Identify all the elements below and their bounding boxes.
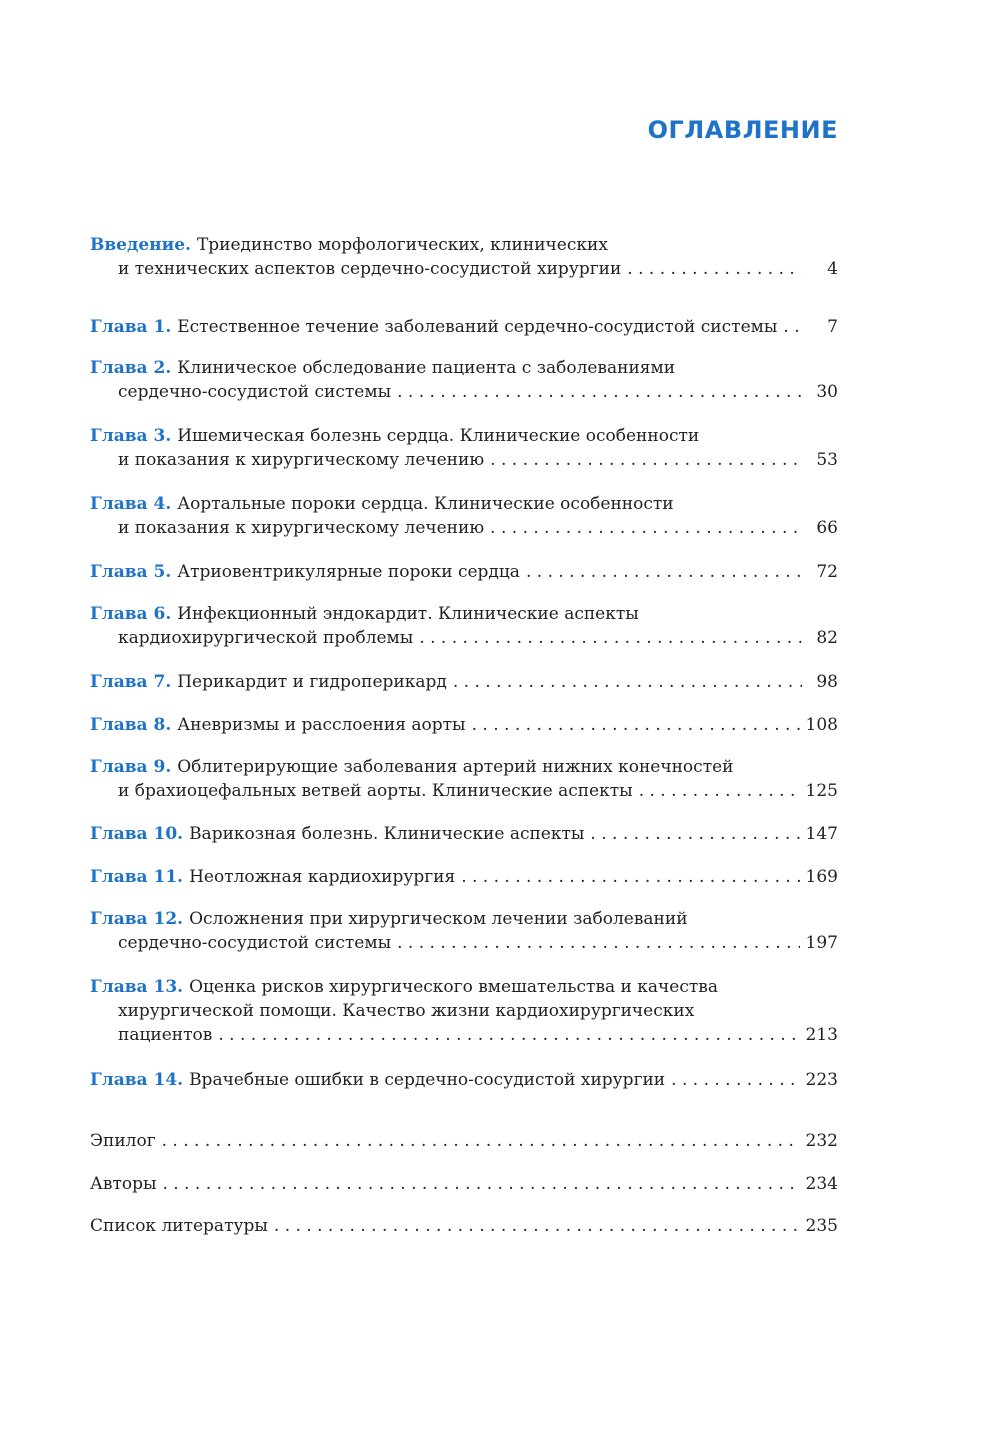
toc-line — [90, 232, 838, 258]
toc-line — [118, 778, 838, 804]
chapter-label: Глава 5. — [90, 562, 172, 582]
toc-line — [90, 1128, 838, 1154]
page-number: 30 — [816, 382, 838, 402]
toc-line — [90, 712, 838, 738]
page-number: 82 — [816, 628, 838, 648]
page-number: 7 — [827, 317, 838, 337]
page-number: 223 — [805, 1070, 838, 1090]
entry-title: Аневризмы и расслоения аорты — [177, 715, 466, 735]
dot-leader — [419, 625, 802, 651]
chapter-label: Глава 2. — [90, 358, 172, 378]
toc-line — [90, 754, 838, 780]
page-number: 66 — [816, 518, 838, 538]
entry-title: Осложнения при хирургическом лечении заболеваний — [189, 909, 688, 929]
page-number: 53 — [816, 450, 838, 470]
entry-title: и показания к хирургическому лечению — [118, 518, 485, 538]
toc-line — [90, 601, 838, 627]
chapter-label: Глава 7. — [90, 672, 172, 692]
toc-line — [118, 998, 838, 1024]
dot-leader — [671, 1067, 799, 1093]
dot-leader — [397, 379, 802, 405]
toc-line — [118, 930, 838, 956]
chapter-label: Глава 1. — [90, 317, 172, 337]
entry-title: Облитерирующие заболевания артерий нижних конечностей — [177, 757, 734, 777]
page-number: 98 — [816, 672, 838, 692]
dot-leader — [783, 314, 802, 340]
dot-leader — [590, 821, 799, 847]
page-number: 72 — [816, 562, 838, 582]
page-number: 232 — [805, 1131, 838, 1151]
toc-line — [90, 1067, 838, 1093]
page-number: 235 — [805, 1216, 838, 1236]
dot-leader — [490, 447, 802, 473]
entry-title: Список литературы — [90, 1216, 268, 1236]
entry-title: Эпилог — [90, 1131, 156, 1151]
entry-title: сердечно-сосудистой системы — [118, 933, 392, 953]
dot-leader — [461, 864, 799, 890]
dot-leader — [397, 930, 799, 956]
chapter-label: Введение. — [90, 235, 191, 255]
entry-title: Клиническое обследование пациента с заболеваниями — [177, 358, 676, 378]
toc-line — [118, 447, 838, 473]
toc-line — [90, 864, 838, 890]
chapter-label: Глава 11. — [90, 867, 184, 887]
chapter-label: Глава 13. — [90, 977, 184, 997]
toc-line — [90, 1213, 838, 1239]
chapter-label: Глава 14. — [90, 1070, 184, 1090]
entry-title: сердечно-сосудистой системы — [118, 382, 392, 402]
entry-title: Врачебные ошибки в сердечно-сосудистой хирургии — [189, 1070, 666, 1090]
entry-title: Ишемическая болезнь сердца. Клинические особенности — [177, 426, 700, 446]
entry-title: хирургической помощи. Качество жизни кардиохирургических — [118, 1001, 695, 1021]
entry-title: кардиохирургической проблемы — [118, 628, 414, 648]
chapter-label: Глава 10. — [90, 824, 184, 844]
chapter-label: Глава 6. — [90, 604, 172, 624]
page-number: 125 — [805, 781, 838, 801]
page-number: 234 — [805, 1174, 838, 1194]
dot-leader — [163, 1171, 800, 1197]
chapter-label: Глава 8. — [90, 715, 172, 735]
toc-line — [90, 974, 838, 1000]
dot-leader — [639, 778, 800, 804]
toc-line — [118, 379, 838, 405]
entry-title: Атриовентрикулярные пороки сердца — [177, 562, 520, 582]
dot-leader — [472, 712, 800, 738]
entry-title: Естественное течение заболеваний сердечно-сосудистой системы — [177, 317, 778, 337]
page-number: 169 — [805, 867, 838, 887]
entry-title: Перикардит и гидроперикард — [177, 672, 447, 692]
page-number: 197 — [805, 933, 838, 953]
toc-line — [118, 515, 838, 541]
entry-title: Авторы — [90, 1174, 157, 1194]
page-number: 147 — [805, 824, 838, 844]
toc-line — [90, 906, 838, 932]
toc-line — [90, 314, 838, 340]
dot-leader — [274, 1213, 800, 1239]
chapter-label: Глава 9. — [90, 757, 172, 777]
toc-line — [90, 669, 838, 695]
page-number: 108 — [805, 715, 838, 735]
dot-leader — [490, 515, 802, 541]
entry-title: и брахиоцефальных ветвей аорты. Клинические аспекты — [118, 781, 633, 801]
dot-leader — [453, 669, 802, 695]
entry-title: Оценка рисков хирургического вмешательства и качества — [189, 977, 718, 997]
entry-title: пациентов — [118, 1025, 213, 1045]
page-number: 213 — [805, 1025, 838, 1045]
entry-title: Неотложная кардиохирургия — [189, 867, 456, 887]
chapter-label: Глава 4. — [90, 494, 172, 514]
page-title: ОГЛАВЛЕНИЕ — [647, 116, 838, 144]
dot-leader — [218, 1022, 799, 1048]
dot-leader — [162, 1128, 800, 1154]
toc-line — [90, 423, 838, 449]
entry-title: и технических аспектов сердечно-сосудистой хирургии — [118, 259, 622, 279]
toc-line — [118, 625, 838, 651]
chapter-label: Глава 12. — [90, 909, 184, 929]
toc-line — [90, 355, 838, 381]
entry-title: Варикозная болезнь. Клинические аспекты — [189, 824, 585, 844]
entry-title: и показания к хирургическому лечению — [118, 450, 485, 470]
dot-leader — [526, 559, 802, 585]
entry-title: Инфекционный эндокардит. Клинические аспекты — [177, 604, 639, 624]
entry-title: Триединство морфологических, клинических — [196, 235, 608, 255]
toc-line — [118, 256, 838, 282]
toc-line — [118, 1022, 838, 1048]
dot-leader — [627, 256, 802, 282]
entry-title: Аортальные пороки сердца. Клинические особенности — [177, 494, 674, 514]
toc-line — [90, 559, 838, 585]
page-number: 4 — [827, 259, 838, 279]
toc-line — [90, 821, 838, 847]
toc-line — [90, 1171, 838, 1197]
toc-line — [90, 491, 838, 517]
chapter-label: Глава 3. — [90, 426, 172, 446]
